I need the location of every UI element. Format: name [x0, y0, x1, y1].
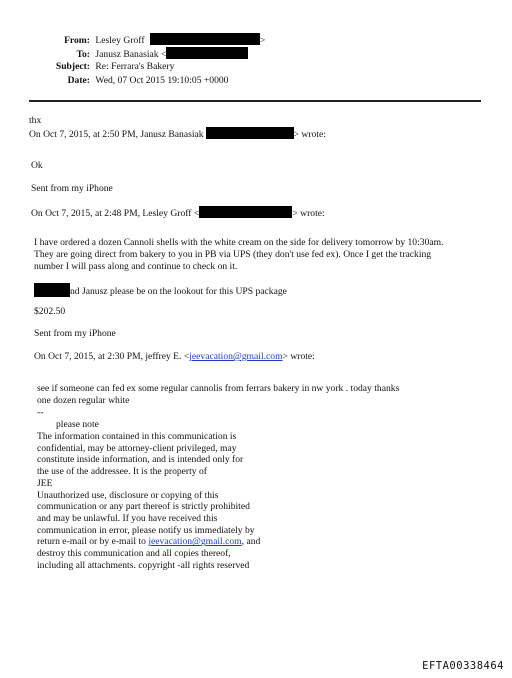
reply2-line: On Oct 7, 2015, at 2:48 PM, Lesley Groff < > wrote: — [31, 208, 325, 219]
redaction-box — [206, 127, 294, 139]
order-line-1: I have ordered a dozen Cannoli shells with the white cream on the side for delivery tomorrow by 10:30am. — [34, 237, 444, 248]
disclaimer-line: The information contained in this communication is — [37, 431, 237, 442]
email-link[interactable]: jeevacation@gmail.com — [189, 351, 283, 362]
bates-number: EFTA00338464 — [422, 660, 504, 672]
request-line-2: one dozen regular white — [37, 395, 130, 406]
signature-dash: -- — [37, 407, 44, 418]
disclaimer-line: and may be unlawful. If you have received this — [37, 512, 218, 524]
header-from: From: Lesley Groff > — [30, 33, 265, 47]
header-date — [30, 75, 228, 87]
disclaimer-block — [37, 431, 260, 571]
email-link[interactable]: jeevacation@gmail.com — [148, 536, 242, 548]
disclaimer-line: constitute inside information, and is intended only for — [37, 454, 244, 466]
disclaimer-line: confidential, may be attorney-client privileged, may — [37, 442, 237, 454]
redaction-box — [34, 283, 70, 297]
reply1-line: On Oct 7, 2015, at 2:50 PM, Janusz Banasiak > wrote: — [29, 129, 326, 140]
from-value: Lesley Groff — [95, 35, 145, 46]
header-subject — [30, 61, 174, 73]
from-label: From: — [64, 35, 90, 46]
sent-iphone-1: Sent from my iPhone — [31, 183, 113, 194]
disclaimer-line: Unauthorized use, disclosure or copying of this — [37, 489, 219, 501]
request-line-1: see if someone can fed ex some regular cannolis from ferrars bakery in nw york . today thanks — [37, 383, 400, 394]
disclaimer-line: communication in error, please notify us immediately by — [37, 524, 255, 536]
redaction-box — [150, 33, 260, 45]
order-line-3: number I will pass along and continue to check on it. — [34, 261, 238, 272]
to-label: To: — [76, 49, 90, 60]
disclaimer-line: including all attachments. copyright -all rights reserved — [37, 559, 250, 571]
disclaimer-line: destroy this communication and all copies thereof, — [37, 548, 231, 560]
disclaimer-line: communication or any part thereof is strictly prohibited — [37, 501, 250, 513]
date-label: Date: — [67, 75, 90, 86]
ok-line: Ok — [31, 160, 43, 171]
please-note: please note — [56, 419, 99, 430]
date-value: Wed, 07 Oct 2015 19:10:05 +0000 — [95, 75, 229, 86]
to-value: Janusz Banasiak — [95, 49, 159, 60]
subject-value: Re: Ferrara's Bakery — [95, 61, 175, 72]
subject-label: Subject: — [55, 61, 90, 72]
header-divider — [29, 100, 481, 102]
amount-line: $202.50 — [34, 306, 66, 317]
disclaimer-line: the use of the addressee. It is the property of — [37, 466, 207, 478]
sent-iphone-2: Sent from my iPhone — [34, 328, 116, 339]
redaction-box — [199, 206, 292, 218]
reply3-line: On Oct 7, 2015, at 2:30 PM, jeffrey E. <jeevacation@gmail.com> wrote: — [34, 351, 315, 362]
lookout-line: nd Janusz please be on the lookout for this UPS package — [34, 283, 287, 298]
thx-line: thx — [29, 115, 42, 126]
header-to: To: Janusz Banasiak < — [30, 47, 248, 61]
redaction-box — [166, 47, 248, 59]
order-line-2: They are going direct from bakery to you in PB via UPS (they don't use fed ex). Once I get the tracking — [34, 249, 432, 260]
disclaimer-line: JEE — [37, 477, 53, 489]
disclaimer-email-line: return e-mail or by e-mail to jeevacation@gmail.com, and — [37, 536, 261, 548]
